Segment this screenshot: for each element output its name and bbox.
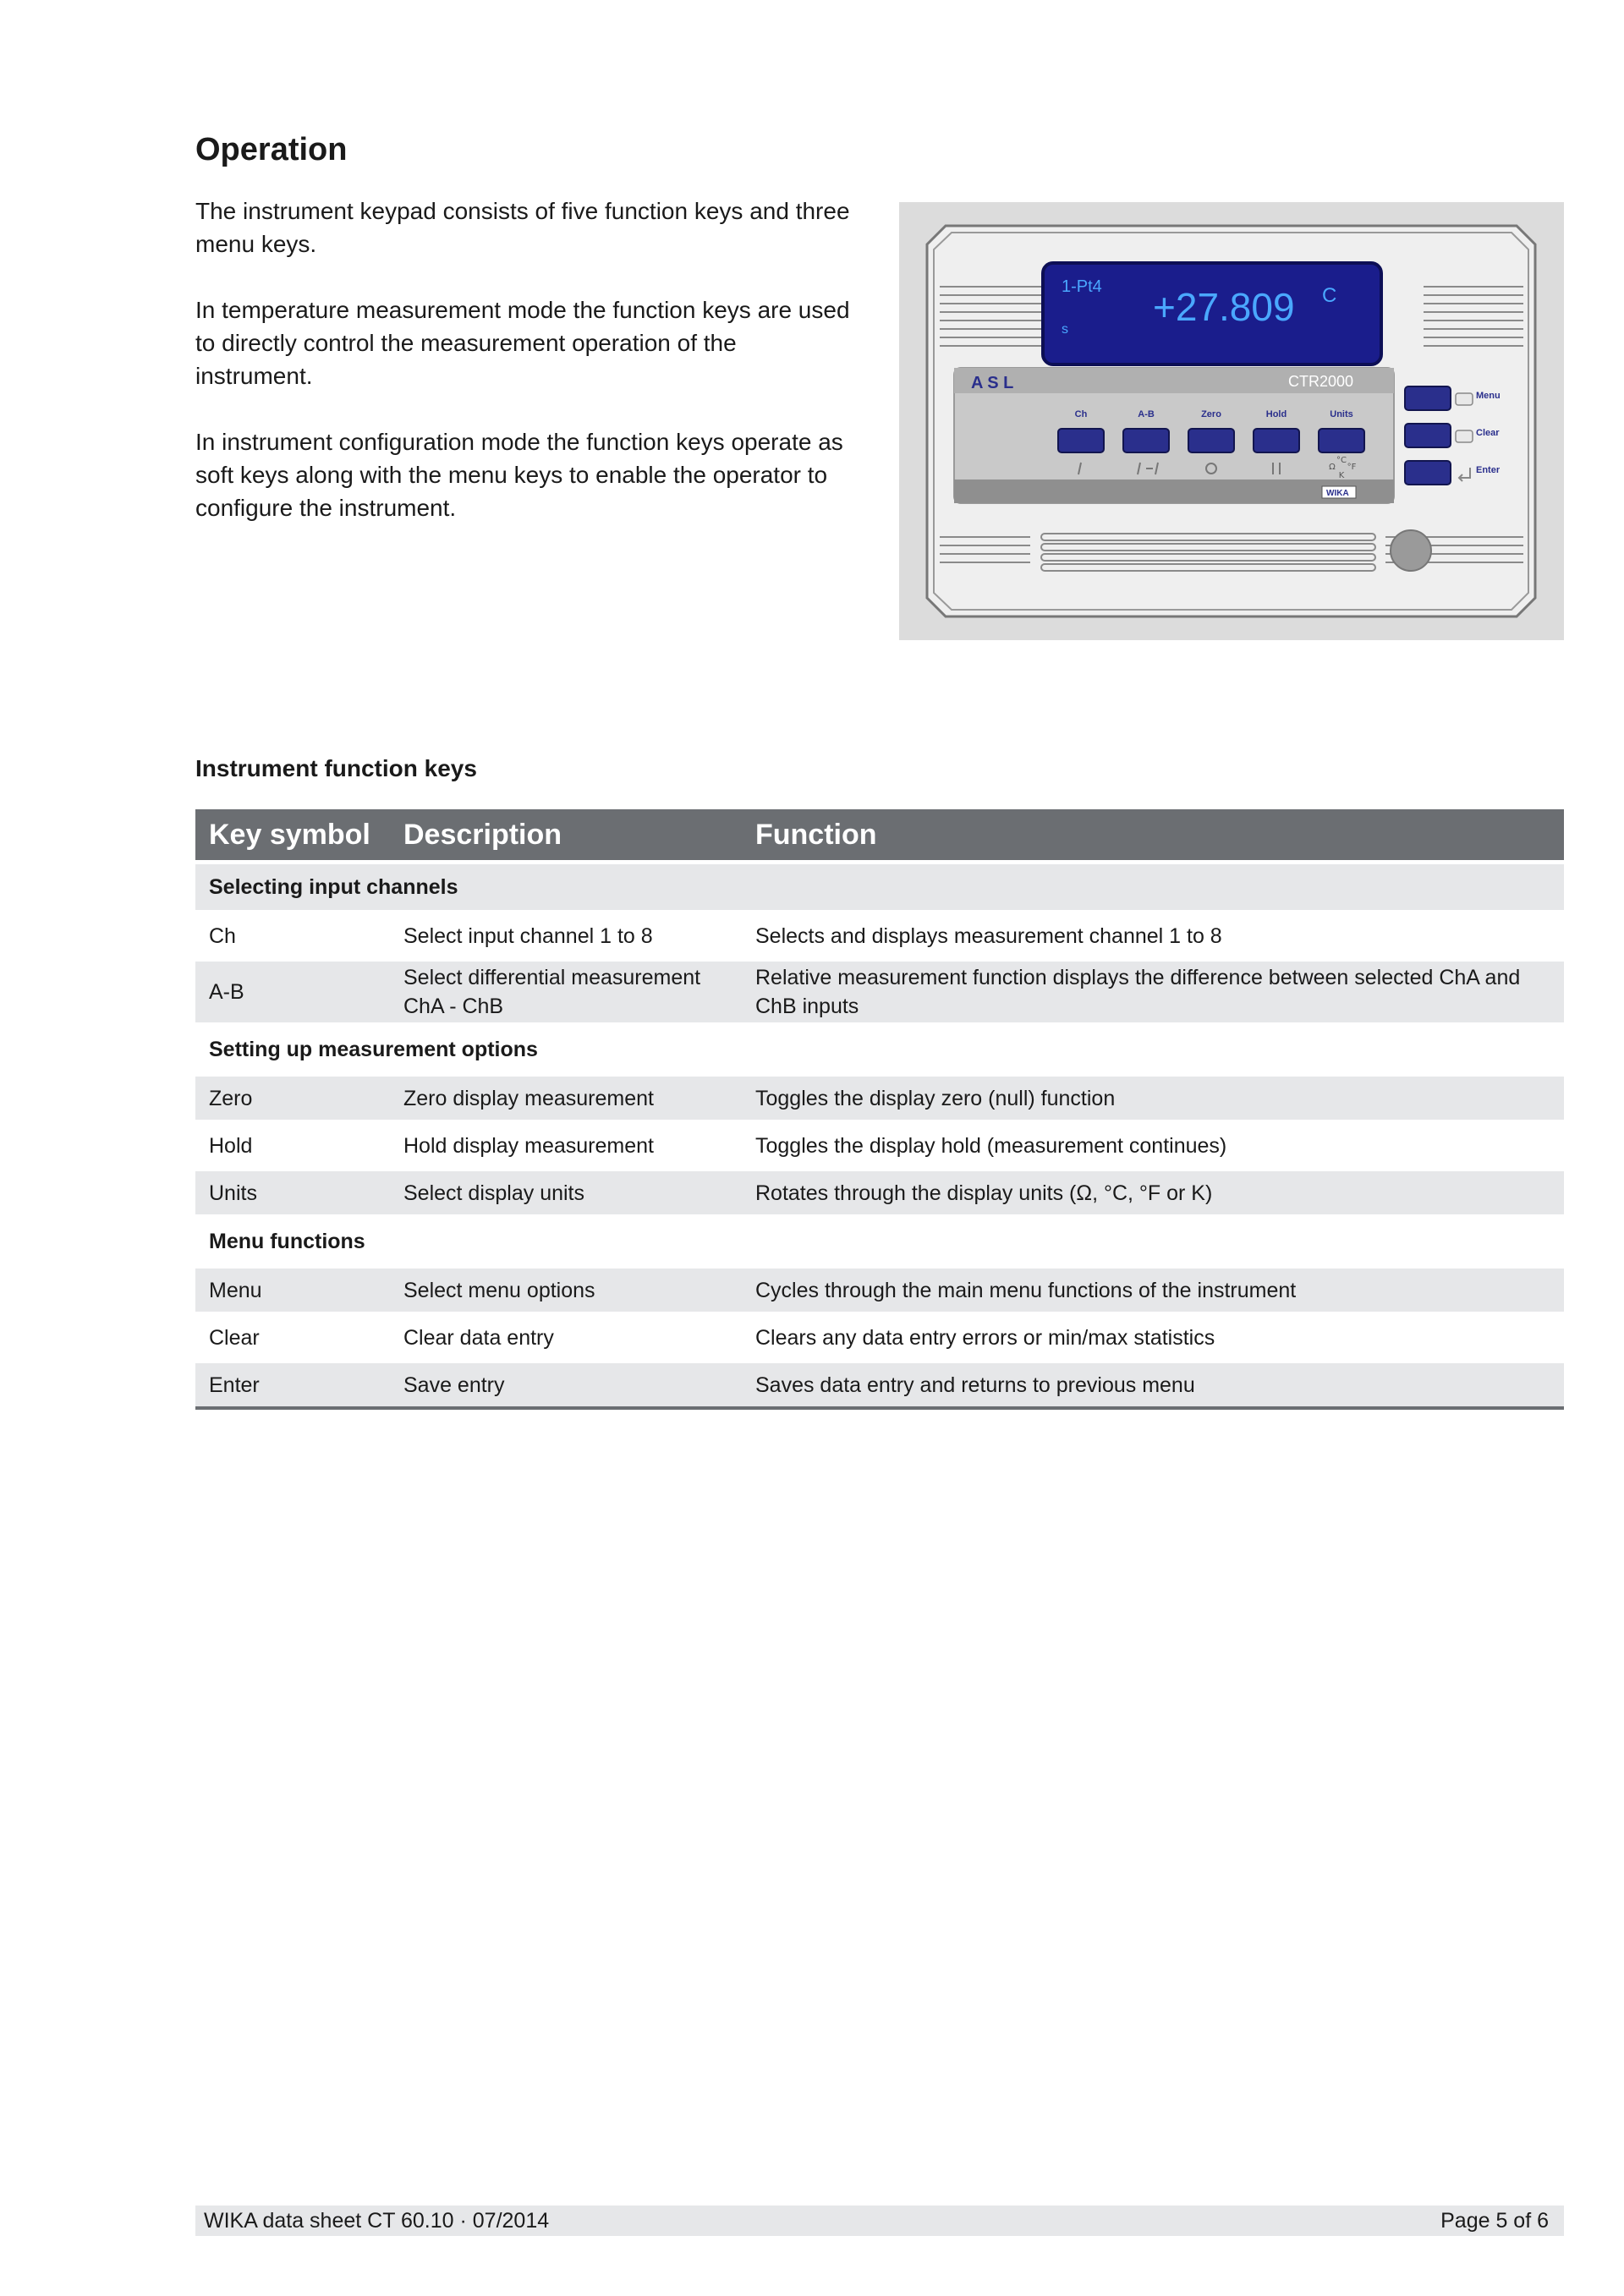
key-function: Relative measurement function displays the difference between selected ChA and ChB inputs — [742, 962, 1564, 1022]
menu-key-icon — [1456, 393, 1473, 405]
intro-paragraph: The instrument keypad consists of five function keys and three menu keys. — [195, 198, 850, 257]
key-symbol: Menu — [195, 1269, 390, 1312]
group-row-menu-functions — [195, 1219, 1564, 1264]
key-symbol: Ch — [209, 923, 236, 948]
key-description: Save entry — [390, 1363, 742, 1410]
key-function: Toggles the display hold (measurement continues) — [755, 1133, 1227, 1158]
hold-key[interactable] — [1254, 429, 1299, 452]
table-row — [195, 1316, 1564, 1359]
key-description: Select differential measurement ChA - ChB — [390, 962, 742, 1022]
header-function: Function — [742, 809, 1564, 860]
table-row — [195, 1077, 1564, 1120]
unit-glyph-ohm: Ω — [1329, 463, 1336, 472]
table-row — [195, 914, 1564, 957]
clear-key-icon — [1456, 430, 1473, 442]
unit-glyph-fahrenheit: °F — [1347, 463, 1357, 472]
footer-document-id: WIKA data sheet CT 60.10 · 07/2014 — [204, 2209, 550, 2233]
device-illustration — [899, 202, 1564, 640]
lcd-channel: 1-Pt4 — [1062, 277, 1102, 296]
key-description: Hold display measurement — [403, 1133, 654, 1158]
menu-key-label: Menu — [1476, 391, 1501, 401]
group-row-selecting-input-channels — [195, 864, 1564, 910]
lcd-value: +27.809 — [1153, 285, 1295, 329]
key-symbol: Zero — [195, 1077, 390, 1120]
intro-text — [195, 195, 855, 557]
group-label: Menu functions — [209, 1230, 365, 1253]
key-symbol: Hold — [209, 1133, 253, 1158]
key-function: Saves data entry and returns to previous menu — [742, 1363, 1564, 1410]
page-title: Operation — [195, 132, 348, 167]
page-footer — [195, 2206, 1564, 2236]
clear-key[interactable] — [1405, 424, 1451, 447]
intro-paragraph: In instrument configuration mode the function keys operate as soft keys along with the menu keys to enable the operator to configure the instrument. — [195, 429, 843, 521]
key-label-units: Units — [1330, 409, 1353, 419]
group-label: Setting up measurement options — [209, 1038, 538, 1061]
footer-page-number: Page 5 of 6 — [1440, 2209, 1549, 2233]
key-label-a-b: A-B — [1138, 409, 1155, 419]
ctr2000-front-panel — [899, 202, 1564, 640]
key-symbol: Enter — [195, 1363, 390, 1410]
power-button[interactable] — [1391, 530, 1431, 571]
key-description: Select input channel 1 to 8 — [403, 923, 653, 948]
unit-glyph-celsius: °C — [1336, 456, 1347, 465]
table-row — [195, 1171, 1564, 1214]
menu-key[interactable] — [1405, 386, 1451, 410]
maker-logo: WIKA — [1326, 489, 1349, 498]
group-row-setting-up-measurement-options — [195, 1027, 1564, 1072]
key-function: Clears any data entry errors or min/max statistics — [755, 1325, 1215, 1350]
model-label: CTR2000 — [1288, 373, 1354, 390]
enter-key-label: Enter — [1476, 465, 1501, 475]
table-row — [195, 962, 1564, 1022]
header-key-symbol: Key symbol — [195, 809, 390, 860]
unit-glyph-kelvin: K — [1338, 471, 1345, 480]
key-function: Cycles through the main menu functions of the instrument — [742, 1269, 1564, 1312]
key-label-zero: Zero — [1201, 409, 1221, 419]
key-description: Zero display measurement — [390, 1077, 742, 1120]
key-description: Clear data entry — [403, 1325, 554, 1350]
brand-logo: A S L — [971, 374, 1014, 392]
key-function: Selects and displays measurement channel 1 to 8 — [755, 923, 1222, 948]
clear-key-label: Clear — [1476, 428, 1500, 438]
key-label-ch: Ch — [1074, 409, 1088, 419]
units-key[interactable] — [1319, 429, 1364, 452]
key-symbol: Units — [195, 1171, 390, 1214]
a-b-key[interactable] — [1123, 429, 1169, 452]
enter-key[interactable] — [1405, 461, 1451, 485]
lcd-indicator: s — [1062, 322, 1068, 337]
table-row — [195, 1363, 1564, 1410]
zero-key[interactable] — [1188, 429, 1234, 452]
table-row — [195, 1269, 1564, 1312]
key-function: Rotates through the display units (Ω, °C, °F or K) — [742, 1171, 1564, 1214]
key-description: Select menu options — [390, 1269, 742, 1312]
table-row — [195, 1124, 1564, 1167]
key-description: Select display units — [390, 1171, 742, 1214]
group-label: Selecting input channels — [195, 864, 1564, 910]
intro-paragraph: In temperature measurement mode the function keys are used to directly control the measurement operation of the instrument. — [195, 297, 850, 389]
header-description: Description — [390, 809, 742, 860]
table-header-row — [195, 809, 1564, 860]
function-keys-table — [195, 805, 1564, 1414]
key-function: Toggles the display zero (null) function — [742, 1077, 1564, 1120]
key-label-hold: Hold — [1265, 409, 1287, 419]
table-title: Instrument function keys — [195, 755, 477, 781]
key-symbol: Clear — [209, 1325, 260, 1350]
key-symbol: A-B — [195, 962, 390, 1022]
lcd-unit: C — [1322, 284, 1337, 307]
ch-key[interactable] — [1058, 429, 1104, 452]
